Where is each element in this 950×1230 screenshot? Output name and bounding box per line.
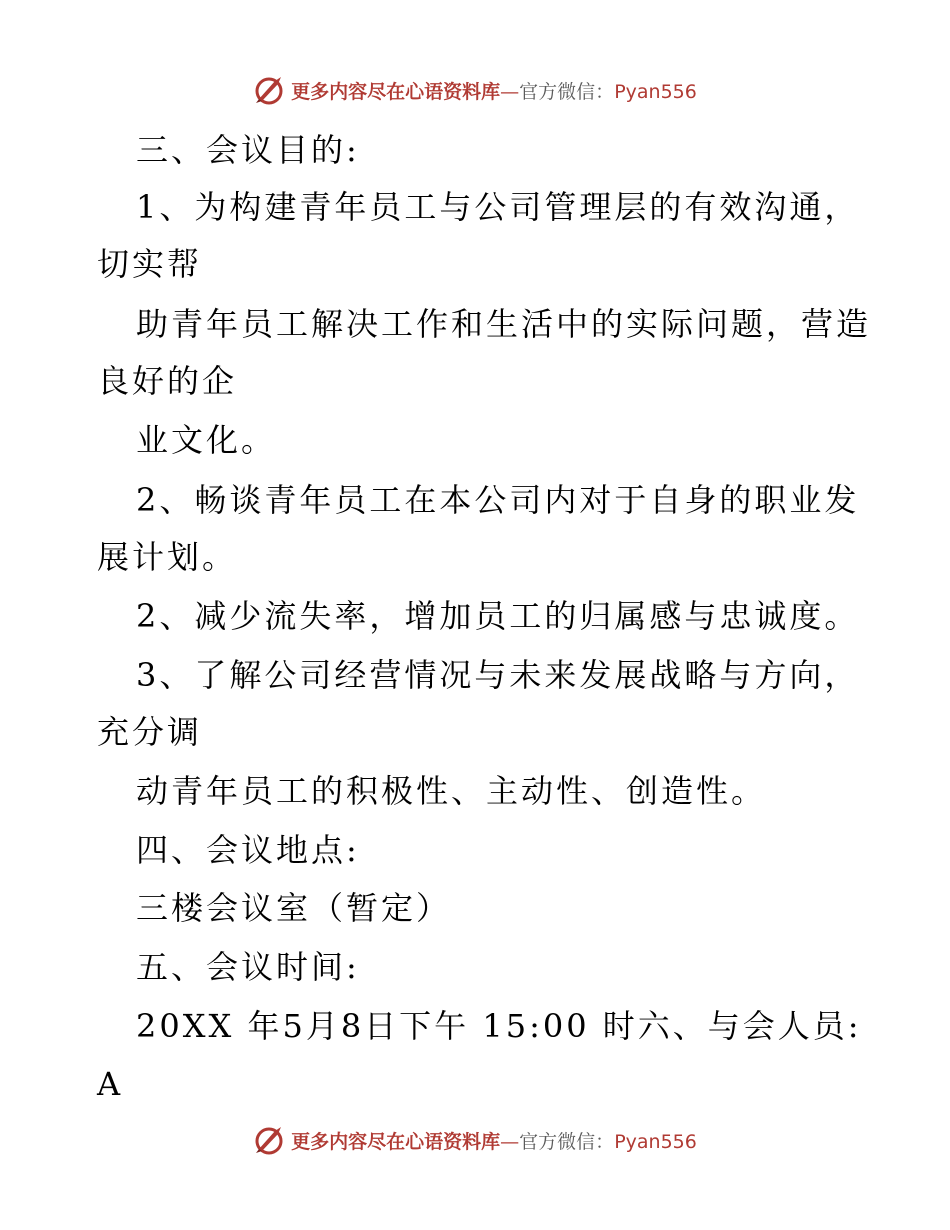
- footer-banner: [0, 1120, 950, 1160]
- banner-official-label: 官方微信：: [519, 1130, 615, 1153]
- banner-text: [291, 1127, 697, 1154]
- header-banner: [0, 70, 950, 110]
- banner-dash: —: [500, 1130, 520, 1153]
- section-heading-purpose: 三、会议目的:: [136, 131, 360, 169]
- paragraph-line: 业文化。: [136, 421, 277, 459]
- paragraph-line: 2、畅谈青年员工在本公司内对于自身的职业发: [136, 481, 860, 519]
- section-heading-time: 五、会议时间:: [136, 948, 360, 986]
- paragraph-line: 切实帮: [97, 245, 203, 283]
- paragraph-line: A: [97, 1065, 124, 1103]
- banner-title: 更多内容尽在心语资料库: [291, 1130, 501, 1153]
- paragraph-line: 动青年员工的积极性、主动性、创造性。: [136, 772, 767, 810]
- paragraph-line: 良好的企: [97, 362, 238, 400]
- banner-text: [291, 77, 697, 104]
- pen-logo-icon: [253, 1123, 287, 1157]
- paragraph-line: 2、减少流失率，增加员工的归属感与忠诚度。: [136, 597, 860, 635]
- section-heading-location: 四、会议地点:: [136, 831, 360, 869]
- banner-dash: —: [500, 80, 520, 103]
- paragraph-line: 20XX 年5月8日下午 15:00 时六、与会人员:: [136, 1007, 862, 1045]
- paragraph-line: 充分调: [97, 713, 203, 751]
- paragraph-line: 3、了解公司经营情况与未来发展战略与方向，: [136, 656, 860, 694]
- banner-title: 更多内容尽在心语资料库: [291, 80, 501, 103]
- paragraph-line: 三楼会议室（暂定）: [136, 889, 452, 927]
- pen-logo-icon: [253, 73, 287, 107]
- banner-official-label: 官方微信：: [519, 80, 615, 103]
- banner-wechat-id: Pyan556: [614, 80, 697, 103]
- paragraph-line: 1、为构建青年员工与公司管理层的有效沟通，: [136, 188, 860, 226]
- banner-wechat-id: Pyan556: [614, 1130, 697, 1153]
- paragraph-line: 展计划。: [97, 538, 238, 576]
- paragraph-line: 助青年员工解决工作和生活中的实际问题，营造: [136, 305, 872, 343]
